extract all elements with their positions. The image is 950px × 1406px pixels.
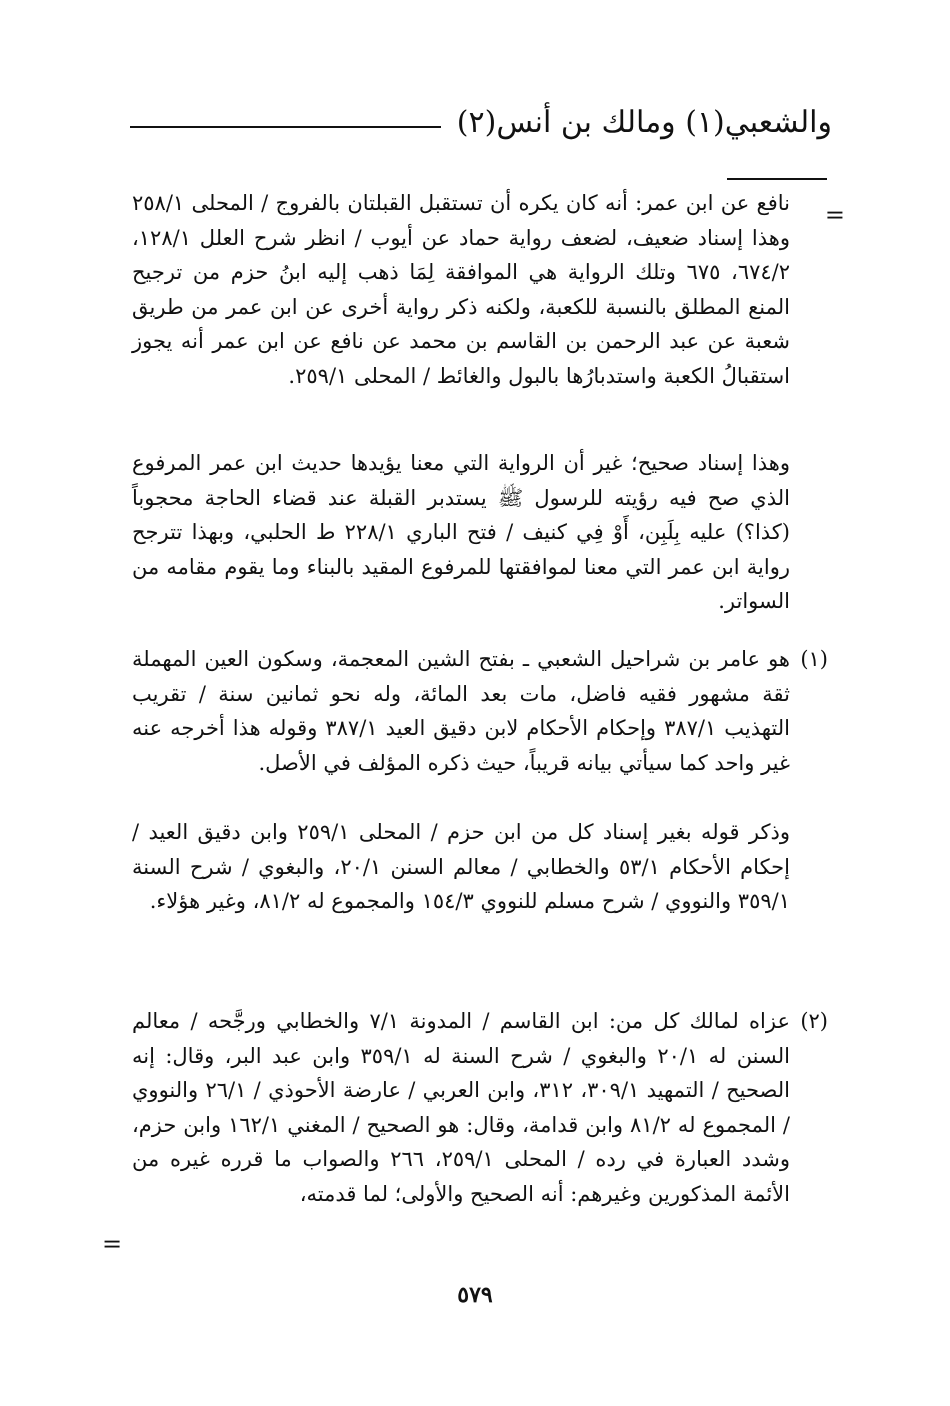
footnote-1-paragraph-1: هو عامر بن شراحيل الشعبي ـ بفتح الشين المعجمة، وسكون العين المهملة ثقة مشهور فقيه فاضل، مات بعد المائة، وله نحو ثمانين سنة / تقريب التهذيب ٣٨٧/١ وإحكام الأحكام لابن دقيق العيد ٣٨٧/١ وقوله هذا أخرجه عنه غير واحد كما سيأتي بيانه قريباً، حيث ذكره المؤلف في الأصل. (132, 647, 790, 775)
footnote-number-1: (١) (800, 647, 828, 671)
running-header (130, 98, 832, 148)
continued-footnote-paragraph-1: نافع عن ابن عمر: أنه كان يكره أن تستقبل القبلتان بالفروج / المحلى ٢٥٨/١ وهذا إسناد ضعيف، لضعف رواية حماد عن أيوب / انظر شرح العلل ١٢٨/١، ٦٧٤/٢، ٦٧٥ وتلك الرواية هي الموافقة لِمَا ذهب إليه ابنُ حزم من ترجيح المنع المطلق بالنسبة للكعبة، ولكنه ذكر رواية أخرى عن ابن عمر من طريق شعبة عن عبد الرحمن بن القاسم بن محمد عن نافع عن ابن عمر أنه يجوز استقبالُ الكعبة واستدبارُها بالبول والغائط / المحلى ٢٥٩/١. (132, 191, 791, 388)
header-rule (130, 126, 441, 128)
continuation-mark-bottom: = (102, 1230, 123, 1258)
header-title: والشعبي(١) ومالك بن أنس(٢) (456, 105, 832, 140)
footnote-2-paragraph-1: عزاه لمالك كل من: ابن القاسم / المدونة ٧/١ والخطابي ورجَّحه / معالم السنن له ٢٠/١ والبغوي / شرح السنة له ٣٥٩/١ وابن عبد البر، وقال: إنه الصحيح / التمهيد ٣٠٩/١، ٣١٢، وابن العربي / عارضة الأحوذي / ٢٦/١ والنووي / المجموع له ٨١/٢ وابن قدامة، وقال: هو الصحيح / المغني ١٦٢/١ وابن حزم، وشدد العبارة في رده / المحلى ٢٥٩/١، ٢٦٦ والصواب ما قرره غيره من الأئمة المذكورين وغيرهم: أنه الصحيح والأولى؛ لما قدمته، (132, 1009, 791, 1206)
continuation-mark-top: = (824, 201, 845, 229)
continuation-rule (727, 178, 827, 180)
continued-footnote-paragraph-2: وهذا إسناد صحيح؛ غير أن الرواية التي معنا يؤيدها حديث ابن عمر المرفوع الذي صح فيه رؤيته للرسول ﷺ يستدبر القبلة عند قضاء الحاجة محجوباً (كذا؟) عليه بِلَبِن، أَوْ فِي كنيف / فتح الباري ٢٢٨/١ ط الحلبي، وبهذا تترجح رواية ابن عمر التي معنا لموافقتها للمرفوع المقيد بالبناء وما يقوم مقامه من السواتر. (132, 451, 790, 613)
footnote-number-2: (٢) (800, 1009, 828, 1033)
page-number: ٥٧٩ (457, 1282, 493, 1308)
footnote-1-paragraph-2: وذكر قوله بغير إسناد كل من ابن حزم / المحلى ٢٥٩/١ وابن دقيق العيد / إحكام الأحكام ٥٣/١ والخطابي / معالم السنن ٢٠/١، والبغوي / شرح السنة ٣٥٩/١ والنووي / شرح مسلم للنووي ١٥٤/٣ والمجموع له ٨١/٢، وغير هؤلاء. (132, 820, 790, 913)
